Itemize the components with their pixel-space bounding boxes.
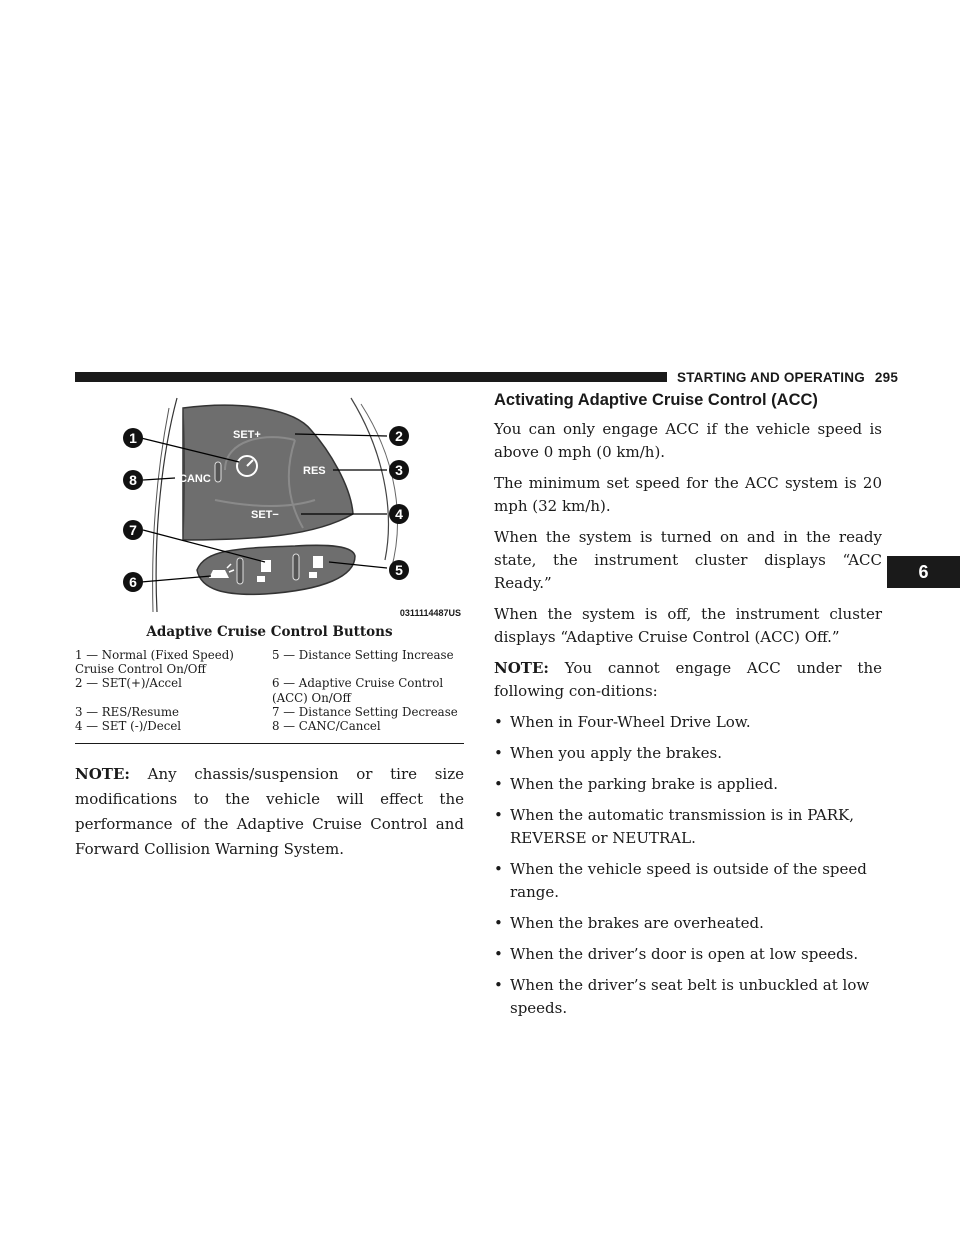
svg-text:5: 5 [395, 562, 403, 578]
svg-text:1: 1 [129, 430, 137, 446]
steering-wheel-illustration [115, 390, 463, 622]
figure-code: 0311114487US [399, 608, 461, 618]
list-item: • When the automatic transmission is in PARK, REVERSE or NEUTRAL. [494, 804, 882, 850]
vehicle-modification-note [75, 762, 464, 862]
svg-text:6: 6 [129, 574, 137, 590]
chapter-tab: 6 [887, 556, 960, 588]
svg-text:2: 2 [395, 428, 403, 444]
list-item: • When you apply the brakes. [494, 742, 882, 765]
legend-row [75, 676, 464, 704]
svg-text:7: 7 [129, 522, 137, 538]
section-heading: Activating Adaptive Cruise Control (ACC) [494, 391, 818, 409]
note-label: NOTE: [494, 659, 549, 677]
note-label: NOTE: [75, 765, 130, 783]
header-rule [75, 372, 667, 382]
note-text: You cannot engage ACC under the following con-ditions: [494, 659, 882, 700]
list-item: • When the vehicle speed is outside of the speed range. [494, 858, 882, 904]
running-header [677, 370, 898, 385]
figure-caption: Adaptive Cruise Control Buttons [146, 624, 393, 640]
note-text: Any chassis/suspension or tire size modifications to the vehicle will effect the performance of the Adaptive Cruise Control and Forward Collision Warning System. [75, 765, 464, 858]
legend-row [75, 648, 464, 676]
list-item: • When the brakes are overheated. [494, 912, 882, 935]
paragraph: When the system is turned on and in the ready state, the instrument cluster displays “ACC Ready.” [494, 528, 882, 592]
legend-item: 5 — Distance Setting Increase [272, 648, 454, 662]
legend-rule [75, 743, 464, 744]
svg-text:3: 3 [395, 462, 403, 478]
conditions-list [494, 711, 882, 1020]
legend-item: 8 — CANC/Cancel [272, 719, 381, 734]
legend-row [75, 719, 464, 733]
legend-item: 6 — Adaptive Cruise Control (ACC) On/Off [272, 676, 444, 705]
legend-item: 4 — SET (-)/Decel [75, 719, 182, 734]
section-title: STARTING AND OPERATING [677, 370, 865, 385]
list-item: • When in Four-Wheel Drive Low. [494, 711, 882, 734]
legend-row [75, 705, 464, 719]
acc-activation-section [494, 390, 882, 1028]
page-number: 295 [874, 370, 899, 385]
res-label: RES [303, 465, 326, 477]
set-plus-label: SET+ [233, 429, 261, 441]
legend-item: 2 — SET(+)/Accel [75, 676, 182, 691]
figure-legend [75, 648, 464, 733]
conditions-note [494, 657, 882, 703]
svg-text:8: 8 [129, 472, 137, 488]
canc-label: CANC [179, 473, 211, 485]
acc-buttons-figure [115, 390, 463, 622]
paragraph: You can only engage ACC if the vehicle speed is above 0 mph (0 km/h). [494, 420, 882, 461]
legend-item: 1 — Normal (Fixed Speed) Cruise Control On/Off [75, 648, 234, 677]
set-minus-label: SET− [251, 509, 279, 521]
list-item: • When the driver’s seat belt is unbuckled at low speeds. [494, 974, 882, 1020]
paragraph: When the system is off, the instrument cluster displays “Adaptive Cruise Control (ACC) Off.” [494, 605, 882, 646]
paragraph: The minimum set speed for the ACC system is 20 mph (32 km/h). [494, 474, 882, 515]
list-item: • When the parking brake is applied. [494, 773, 882, 796]
legend-item: 3 — RES/Resume [75, 704, 180, 719]
list-item: • When the driver’s door is open at low speeds. [494, 943, 882, 966]
legend-item: 7 — Distance Setting Decrease [272, 704, 458, 719]
svg-text:4: 4 [395, 506, 403, 522]
